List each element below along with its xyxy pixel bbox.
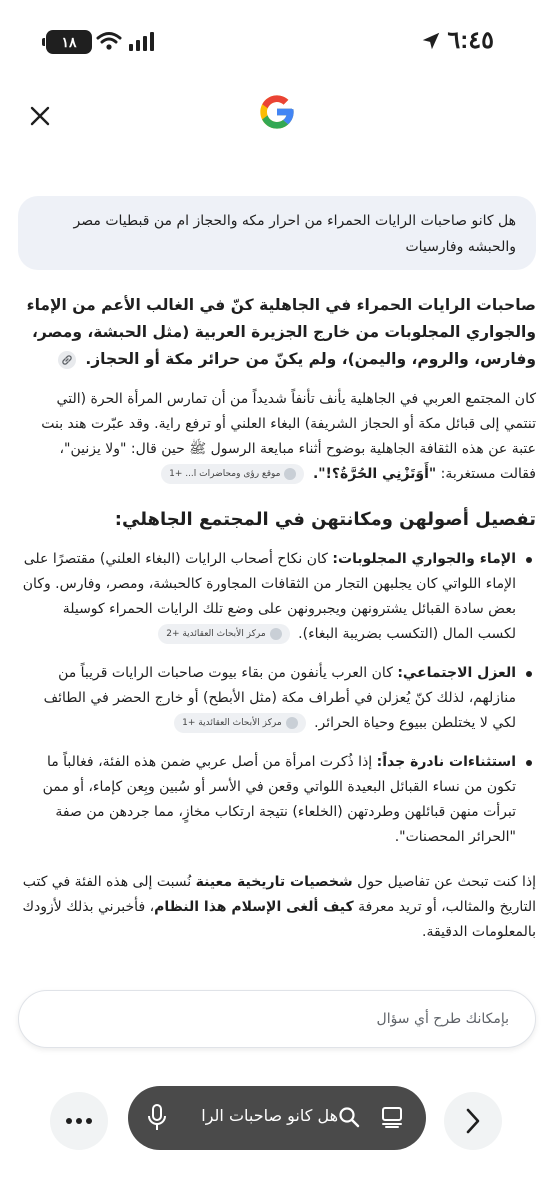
next-button[interactable] <box>444 1092 502 1150</box>
source-favicon-icon <box>270 628 282 640</box>
link-icon[interactable] <box>58 351 76 369</box>
point-title: الإماء والجواري المجلوبات: <box>332 551 516 567</box>
closing-paragraph <box>22 870 536 945</box>
ask-input-placeholder: بإمكانك طرح أي سؤال <box>376 1011 509 1027</box>
points-list <box>22 547 536 850</box>
source-chip-label: مركز الأبحاث العقائدية +1 <box>182 717 282 728</box>
paragraph-quote: "أَوَتَزْنِي الحُرَّةُ؟!". <box>312 466 437 482</box>
answer-paragraph <box>22 387 536 487</box>
chevron-right-icon <box>465 1108 481 1134</box>
close-icon[interactable] <box>26 102 54 130</box>
wifi-icon <box>96 30 122 52</box>
closing-bold: كيف ألغى الإسلام هذا النظام <box>154 899 354 915</box>
more-icon <box>66 1118 92 1124</box>
closing-bold: شخصيات تاريخية معينة <box>195 874 353 890</box>
search-pill[interactable] <box>128 1086 426 1150</box>
section-title: تفصيل أصولهن ومكانتهن في المجتمع الجاهلي: <box>114 509 536 530</box>
bottom-bar <box>0 1086 554 1150</box>
point-title: استثناءات نادرة جداً: <box>376 754 516 770</box>
more-button[interactable] <box>50 1092 108 1150</box>
answer-lead <box>22 292 536 373</box>
closing-text: إذا كنت تبحث عن تفاصيل حول <box>352 874 536 890</box>
source-favicon-icon <box>284 468 296 480</box>
location-arrow-icon <box>420 30 442 52</box>
closing-text: نُسبت إلى هذه الفئة في كتب التاريخ والمثالب، أو تريد معرفة <box>22 874 536 915</box>
status-time: ٦:٤٥ <box>447 27 494 54</box>
signal-icon <box>128 30 156 52</box>
source-chip-label: مركز الأبحاث العقائدية +2 <box>166 628 266 639</box>
tabs-icon[interactable] <box>380 1105 404 1129</box>
status-bar <box>0 0 554 70</box>
source-chip[interactable] <box>158 624 290 644</box>
source-chip-label: موقع رؤى ومحاضرات ا... +1 <box>169 468 281 479</box>
list-item <box>22 661 536 736</box>
search-icon <box>338 1106 360 1128</box>
point-title: العزل الاجتماعي: <box>397 665 516 681</box>
list-item <box>22 547 536 647</box>
point-text: إذا ذُكرت امرأة من أصل عربي ضمن هذه الفئة، فغالباً ما تكون من نساء القبائل البعيدة اللواتي وقعن في الأسر أو سُبين وبِعن كإماء، أو ممن تبرأت منهن قبائلهن وطردتهن (الخلعاء) نتيجة ارتكاب مخازٍ، مما جردهن من صفة "الحرائر المحصنات". <box>42 754 516 845</box>
header <box>0 86 554 146</box>
battery-indicator: ١٨ <box>46 30 92 54</box>
google-logo-icon <box>257 92 297 132</box>
list-item <box>22 750 536 850</box>
paragraph-text: كان المجتمع العربي في الجاهلية يأنف تأنفاً شديداً من أن تمارس المرأة الحرة (التي تنتمي إلى قبائل مكة أو الحجاز الشريفة) البغاء العلني أو ترفع راية. وقد عبّرت هند بنت عتبة عن هذه الثقافة الجاهلية بوضوح أثناء مبايعة الرسول ﷺ حين قال: "ولا يزنين"، فقالت مستغربة: <box>41 391 536 482</box>
ask-input[interactable] <box>18 990 536 1048</box>
closing-text: ، فأخبرني بذلك لأزودك بالمعلومات الدقيقة. <box>22 899 536 940</box>
source-favicon-icon <box>286 717 298 729</box>
user-query-bubble: هل كانو صاحبات الرايات الحمراء من احرار مكه والحجاز ام من قبطيات مصر والحبشه وفارسيات <box>18 196 536 270</box>
point-text: كان نكاح أصحاب الرايات (البغاء العلني) مقتصرًا على الإماء اللواتي كان يجلبهن التجار من الثقافات المجاورة كالحبشة، ومصر، وفارس. وكان بعض سادة القبائل يشترونهن ويجبرونهن على وضع تلك الرايات الحمراء كوسيلة لكسب المال (التكسب بضريبة البغاء). <box>22 551 516 642</box>
search-pill-text: هل كانو صاحبات الرا <box>201 1106 338 1125</box>
point-text: كان العرب يأنفون من بقاء بيوت صاحبات الرايات قريباً من منازلهم، لذلك كنّ يُعزلن في أطراف مكة (مثل الأبطح) أو خارج الحضر في الطائف لكي لا يختلطن ببيوع وحياة الحرائر. <box>43 665 516 731</box>
ai-answer <box>22 292 536 945</box>
answer-lead-text: صاحبات الرايات الحمراء في الجاهلية كنّ في الغالب الأعم من الإماء والجواري المجلوبات من خارج الجزيرة العربية (مثل الحبشة، ومصر، وفارس، والروم، واليمن)، ولم يكنّ من حرائر مكة أو الحجاز. <box>26 296 536 368</box>
source-chip[interactable] <box>174 713 306 733</box>
source-chip[interactable] <box>161 464 304 484</box>
mic-icon[interactable] <box>146 1104 168 1132</box>
